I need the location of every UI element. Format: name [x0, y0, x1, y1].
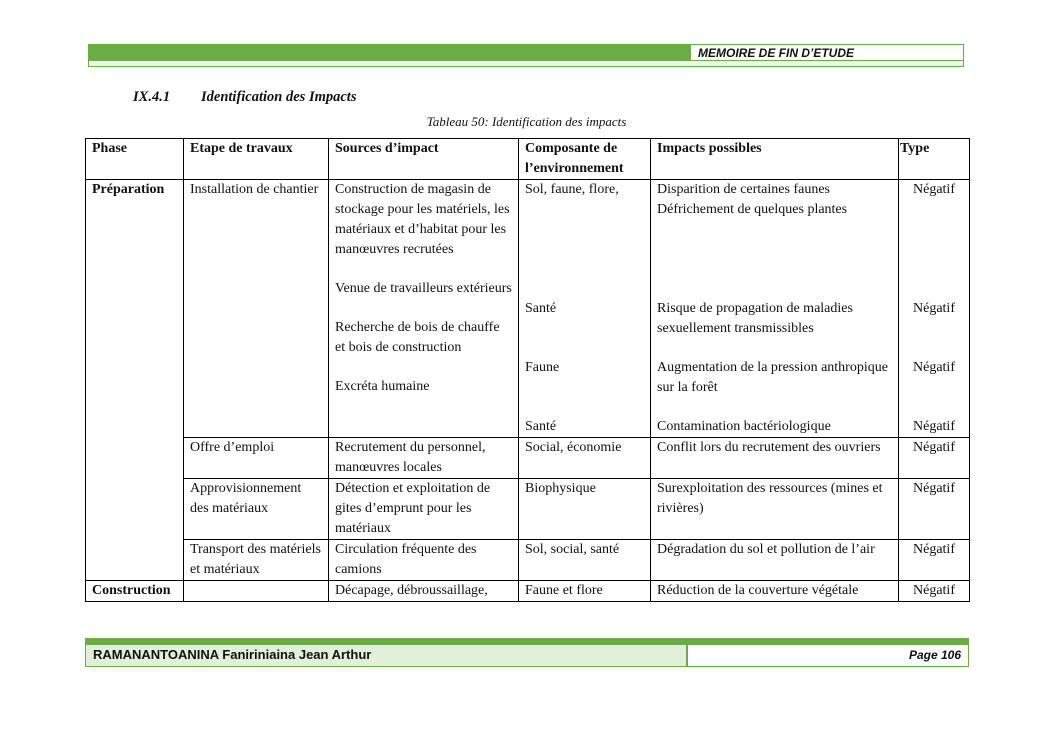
source-item: Construction de magasin de stockage pour les matériels, les matériaux et d’habitat pour les manœuvres recrutées	[335, 182, 510, 257]
section-number: IX.4.1	[133, 89, 171, 105]
type-cell	[899, 180, 970, 438]
source-item: Venue de travailleurs extérieurs	[335, 281, 512, 296]
composante-cell: Biophysique	[519, 479, 651, 540]
section-title: Identification des Impacts	[201, 89, 357, 105]
etape-cell: Offre d’emploi	[184, 438, 329, 479]
footer-page-number: Page 106	[687, 644, 969, 667]
source-item: Excréta humaine	[335, 379, 430, 394]
column-header: Impacts possibles	[651, 139, 899, 180]
impact-item: Disparition de certaines faunes Défrichement de quelques plantes	[657, 182, 848, 217]
impact-cell: Conflit lors du recrutement des ouvriers	[651, 438, 899, 479]
impact-item: Augmentation de la pression anthropique sur la forêt	[657, 360, 888, 395]
impact-cell: Dégradation du sol et pollution de l’air	[651, 540, 899, 581]
footer-author: RAMANANTOANINA Faniriniaina Jean Arthur	[85, 644, 687, 667]
column-header: Phase	[86, 139, 184, 180]
column-header: Etape de travaux	[184, 139, 329, 180]
source-cell: Détection et exploitation de gites d’emprunt pour les matériaux	[329, 479, 519, 540]
etape-cell	[184, 581, 329, 602]
type-item: Négatif	[913, 419, 955, 434]
composante-cell: Faune et flore	[519, 581, 651, 602]
column-header: Composante de l’environnement	[519, 139, 651, 180]
type-item: Négatif	[913, 301, 955, 316]
type-cell: Négatif	[899, 479, 970, 540]
table-header-row	[86, 139, 970, 180]
composante-item: Santé	[525, 301, 557, 316]
phase-cell: Construction	[86, 581, 184, 602]
type-cell: Négatif	[899, 581, 970, 602]
header-underline	[88, 60, 964, 67]
etape-cell: Approvisionnement des matériaux	[184, 479, 329, 540]
table-row	[86, 479, 970, 540]
composante-item: Sol, faune, flore,	[525, 182, 619, 197]
table-row	[86, 180, 970, 438]
table-row	[86, 438, 970, 479]
type-item: Négatif	[913, 182, 955, 197]
type-cell: Négatif	[899, 438, 970, 479]
composante-item: Faune	[525, 360, 560, 375]
impacts-table	[85, 138, 970, 602]
composante-cell: Social, économie	[519, 438, 651, 479]
etape-cell: Installation de chantier	[184, 180, 329, 438]
column-header: Type	[899, 139, 970, 180]
composante-cell	[519, 180, 651, 438]
table-row	[86, 540, 970, 581]
phase-cell: Préparation	[86, 180, 184, 581]
header-title: MEMOIRE DE FIN D’ETUDE	[690, 44, 964, 62]
impact-cell: Surexploitation des ressources (mines et rivières)	[651, 479, 899, 540]
table-caption: Tableau 50: Identification des impacts	[426, 114, 627, 129]
impact-cell	[651, 180, 899, 438]
sources-cell	[329, 180, 519, 438]
section-heading	[133, 89, 356, 106]
type-cell: Négatif	[899, 540, 970, 581]
column-header: Sources d’impact	[329, 139, 519, 180]
impact-item: Contamination bactériologique	[657, 419, 831, 434]
source-cell: Décapage, débroussaillage,	[329, 581, 519, 602]
etape-cell: Transport des matériels et matériaux	[184, 540, 329, 581]
composante-cell: Sol, social, santé	[519, 540, 651, 581]
source-cell: Recrutement du personnel, manœuvres locales	[329, 438, 519, 479]
source-cell: Circulation fréquente des camions	[329, 540, 519, 581]
impact-item: Risque de propagation de maladies sexuellement transmissibles	[657, 301, 853, 336]
impact-cell: Réduction de la couverture végétale	[651, 581, 899, 602]
type-item: Négatif	[913, 360, 955, 375]
source-item: Recherche de bois de chauffe et bois de construction	[335, 320, 500, 355]
table-row	[86, 581, 970, 602]
composante-item: Santé	[525, 419, 557, 434]
